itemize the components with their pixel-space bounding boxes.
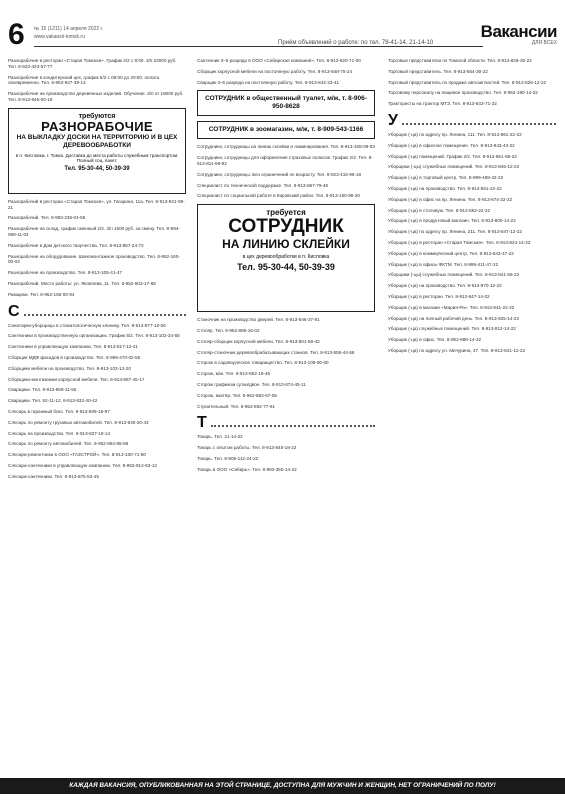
ad-item: Токарь. Тел. 8-905-112-24-22: [197, 455, 259, 461]
section-letter: С: [8, 302, 20, 320]
ad-item: Разнорабочие в Дом детского творчества. Тел. 8-913-857-24-72: [8, 242, 144, 248]
column-1: [8, 58, 186, 485]
ad-item: Столяр-сборщик корпусной мебели. Тел. 8-913-801-56-42: [197, 338, 320, 344]
ad-item: Сантехник 3–5 разряда в ООО «Сибирская компания». Тел. 8-913-820-71-00: [197, 58, 361, 63]
ad-item: Слесарь на производство. Тел. 8-913-827-19-14: [8, 430, 111, 436]
ad-item: Токарь в ООО «Сибирь». Тел. 8-983-350-14-22: [197, 466, 297, 472]
ad-item: Слесари-сантехники в управляющую компанию. Тел. 8-953-912-93-12: [8, 462, 157, 468]
logo-subtitle: ДЛЯ ВСЕХ: [531, 40, 557, 46]
issue-info: № 15 (1211) 14 апреля 2022 г.: [34, 26, 104, 32]
ad-item: Специалист по социальной работе в Кировский район. Тел. 8-913-150-99-20: [197, 193, 360, 199]
ad-item: Разнорабочие на производство. Тел. 8-913-105-41-47: [8, 270, 123, 276]
ad-item: Сотрудники, сотрудницы для оформления страховых полисов. График 2/2. Тел. 8-913-811-59-92: [197, 155, 373, 166]
ad-item: Уборщики (-цы) служебных помещений. Тел. 8-913-845-12-22: [388, 164, 520, 170]
ad-item: Уборщик (-ца) помещений. График 2/2. Тел. 8-913-861-58-22: [388, 153, 517, 159]
ad-item: Уборщик (-ца) в ресторан. Тел. 8-913-847-14-22: [388, 293, 490, 299]
dotted-rule: [24, 314, 186, 316]
section-letter: У: [388, 111, 398, 129]
section-letter: Т: [197, 414, 207, 432]
ad-item: Сторож, вахтёр. Тел. 8-952-883-67-06: [197, 392, 277, 398]
ad-item: Сторож в садоводческое товарищество. Тел. 8-913-109-00-00: [197, 360, 329, 366]
ad-item: Уборщик (-ца) в магазин «Мария-Ра». Тел. 8-913-841-22-22: [388, 304, 515, 310]
section-letter-u: [388, 113, 556, 128]
ad-item: Разнорабочие на оборудование. Шиномонтажное производство. Тел. 8-952-160-00-03: [8, 253, 180, 265]
ad-item: Строительный. Тел. 8-952-892-77-91: [197, 403, 275, 409]
column-3: [388, 58, 556, 359]
ad-item: Сборщики мебели на производство. Тел. 8-913-103-12-20: [8, 365, 131, 371]
ad-item: Сотрудники, сотрудницы. Без ограничений по возрасту. Тел. 8-923-415-96-18: [197, 171, 362, 177]
header-rule: [34, 46, 483, 47]
big-ad-line1: требуется: [266, 208, 306, 218]
ad-item: Сборщик корпусной мебели на постоянную работу. Тел. 8-913-848-75-24: [197, 68, 353, 74]
ad-item: Станочник на производство дверей. Тел. 8-913-846-37-91: [197, 317, 320, 323]
ad-item: Сотрудники, сотрудницы на линию склейки и ламинирования. Тел. 8-913-108-09-53: [197, 144, 375, 150]
page-header: [8, 20, 557, 50]
dotted-rule: [211, 425, 375, 427]
ad-item: Сантехники в производственную организацию. График 5/2. Тел. 8-913-102-34-55: [8, 333, 180, 339]
ad-item: Слесарь по ремонту автомобилей. Тел. 8-952-884-88-88: [8, 441, 129, 447]
ad-item: Токарь. Тел. 21-14-22: [197, 434, 243, 440]
ad-item: Трактористы на трактор МТЗ. Тел. 8-913-843-71-22: [388, 101, 497, 107]
big-ad-line4: в цех деревообработки в п. Кисловка: [242, 253, 330, 260]
section-letter-s: [8, 304, 186, 319]
big-ad-phone: Тел. 95-30-44, 50-39-39: [237, 261, 335, 272]
ad-item: Уборщик (-ца) по адресу ул. Мичурина, 47. Тел. 8-913-841-12-22: [388, 347, 526, 353]
toilet-ad-box: СОТРУДНИК в общественный туалет, м/ж, т. 8-906-950-8628: [197, 90, 375, 116]
ad-item: Слесари-ремонтники в ООО «ГАЗСТРОЙ». Тел. 8-913-100-71-80: [8, 452, 146, 458]
ad-item: Разнорабочий в ресторан «Старая Томская», ул. Гагарина, 11а. Тел. 8-913-821-08-21: [8, 198, 185, 210]
ad-item: Уборщик (-ца) в офисы ФКТМ. Тел. 8-999-411-47-22: [388, 261, 499, 267]
column-2: [197, 58, 375, 478]
ad-item: Торговый представитель. Тел. 8-913-854-30-22: [388, 68, 488, 74]
logo-title: Вакансии: [480, 22, 557, 41]
recruit-line2: РАЗНОРАБОЧИЕ: [41, 118, 153, 134]
ad-item: Уборщик (-ца) в продуктовый магазин. Тел. 8-913-800-14-22: [388, 218, 516, 224]
ad-item: Уборщик (-ца) по адресу пр. Ленина, 111. Тел. 8-913-861-22-22: [388, 131, 522, 137]
ad-item: Разнорабочий. Тел. 8-983-235-04-55: [8, 215, 86, 221]
recruit-line1: требуются: [78, 112, 116, 120]
ad-item: Уборщик (-ца) служебных помещений. Тел. 8-913-812-14-22: [388, 326, 516, 332]
big-ad-line3: НА ЛИНИЮ СКЛЕЙКИ: [222, 236, 350, 251]
ad-item: Разнорабочие в кондитерский цех, график 5/2 с 09:00 до 20:00, оплата своевременно. Тел. 8-953-927-39-12: [8, 74, 160, 86]
footer-banner: КАЖДАЯ ВАКАНСИЯ, ОПУБЛИКОВАННАЯ НА ЭТОЙ СТРАНИЦЕ, ДОСТУПНА ДЛЯ МУЖЧИН И ЖЕНЩИН, НЕТ ОГРАНИЧЕНИЙ ПО ПОЛУ!: [0, 778, 565, 794]
ad-item: Торговый представитель по продаже автозапчастей. Тел. 8-913-826-12-22: [388, 79, 547, 85]
ad-item: Торговые представители по Томской области. Тел. 8-913-828-35-22: [388, 58, 532, 63]
ad-item: Слесари-сантехники. Тел. 8-913-875-53-45: [8, 473, 99, 479]
zoo-ad-box: СОТРУДНИК в зоомагазин, м/ж, т. 8-909-543-1166: [197, 121, 375, 139]
header-contacts: Приём объявлений о работе: по тел. 78-41-14, 21-14-10: [278, 40, 434, 46]
ad-item: Сантехники в управляющую компанию. Тел. 8-913-817-12-41: [8, 344, 138, 350]
ad-item: Столяр. Тел. 8-952-885-16-02: [197, 327, 260, 333]
section-letter-t: [197, 415, 375, 430]
recruit-ad-box: [8, 108, 186, 194]
ad-item: Уборщик (-ца) на полный рабочий день. Тел. 8-913-825-14-22: [388, 315, 520, 321]
ad-item: Уборщик (-ца) в ресторан «Старая Томская». Тел. 8-913-824-14-22: [388, 239, 531, 245]
ad-item: Уборщик (-ца) по адресу пр. Ленина, 211. Тел. 8-913-847-12-22: [388, 229, 522, 235]
glue-line-ad-box: [197, 204, 375, 312]
dotted-rule: [402, 123, 556, 125]
ad-item: Разнорабочие на склад, график сменный 2/2. 3/п 1500 руб. за смену. Тел. 8-994-089-11-04: [8, 226, 180, 237]
ad-item: Сборщик МДФ фасадов в производство. Тел. 8-999-470-02-55: [8, 354, 141, 360]
site-address: www.vakansii-tomsk.ru: [34, 34, 85, 40]
recruit-line4: в п. Кисловка, г. Томск. Доставка до места работы служебным транспортом. Полный соц. пакет.: [15, 152, 179, 164]
ad-item: Сварщик 4–5 разряда на постоянную работу. Тел. 8-913-842-23-41: [197, 79, 340, 85]
ad-item: Слесарь в гаражный бокс. Тел. 8-913-805-18-97: [8, 408, 110, 414]
ad-item: Разнорабочие в ресторан «Старая Томская». График 2/2 с 9:00. 3/п 23000 руб. Тел. 8-923-423-57-77: [8, 58, 177, 69]
ad-item: Сборщики-монтажники корпусной мебели. Тел. 8-913-857-45-17: [8, 376, 145, 382]
ad-item: Уборщики (-цы) служебных помещений. Тел. 8-913-841-56-22: [388, 272, 520, 278]
ad-item: Уборщик (-ца) в офисное помещение. Тел. 8-913-843-43-22: [388, 142, 515, 148]
ad-item: Уборщик (-ца) в офис на пр. Ленина. Тел. 8-913-874-22-22: [388, 196, 513, 202]
ad-item: Уборщик (-ца) в коммерческий центр. Тел. 8-913-843-47-22: [388, 250, 514, 256]
ad-item: Сварщики. Тел. 8-913-859-11-55: [8, 387, 77, 393]
ad-item: Уборщик (-ца) на производство. Тел. 8-913-861-22-22: [388, 185, 502, 191]
newspaper-logo: [481, 22, 557, 46]
ad-item: Санитарки-уборщицы в стоматологическую клинику. Тел. 8-913-877-10-06: [8, 322, 166, 328]
ad-item: Специалист по технической поддержке. Тел. 8-913-867-79-45: [197, 182, 329, 188]
ad-item: Сторож, м/ж. Тел. 8-913-852-19-46: [197, 371, 271, 377]
ad-item: Сторож графиком сутки/двое. Тел. 8-913-874-45-11: [197, 381, 306, 387]
ad-item: Уборщик (-ца) в офис. Тел. 8-952-888-14-22: [388, 337, 482, 343]
ad-item: Рамщики. Тел. 8-952-155-00-94: [8, 291, 75, 297]
ad-item: Разнорабочий. Место работы: ул. Яковлева, 11. Тел. 8-952-803-17-68: [8, 280, 156, 286]
ad-item: Разнорабочие на производство деревянных изделий. Обучение. 3/п от 18000 руб. Тел. 8-913-845-00-18: [8, 91, 184, 102]
recruit-line3: НА ВЫКЛАДКУ ДОСКИ НА ТЕРРИТОРИЮ И В ЦЕХ ДЕРЕВООБРАБОТКИ: [16, 133, 178, 149]
ad-item: Торговому персоналу на пищевое производство. Тел. 8-952-190-14-22: [388, 90, 538, 96]
ad-item: Уборщик (-ца) в столовую. Тел. 8-913-862-22-22: [388, 207, 491, 213]
ad-item: Уборщик (-ца) на производство. Тел. 8-913-870-12-22: [388, 283, 502, 289]
page-number: 6: [8, 18, 25, 51]
ad-item: Столяр-станочник деревообрабатывающих станков. Тел. 8-913-855-44-58: [197, 349, 355, 355]
ad-item: Слесарь по ремонту грузовых автомобилей. Тел. 8-913-840-20-43: [8, 419, 149, 425]
big-ad-line2: СОТРУДНИК: [228, 215, 344, 237]
ad-item: Уборщик (-ца) в торговый центр. Тел. 8-999-499-42-22: [388, 175, 504, 181]
ad-item: Токарь с опытом работы. Тел. 8-913-845-18-22: [197, 445, 297, 451]
ad-item: Сварщики. Тел. 52-11-12, 8-913-832-40-42: [8, 398, 98, 404]
recruit-phone: Тел. 95-30-44, 50-39-39: [64, 166, 130, 173]
